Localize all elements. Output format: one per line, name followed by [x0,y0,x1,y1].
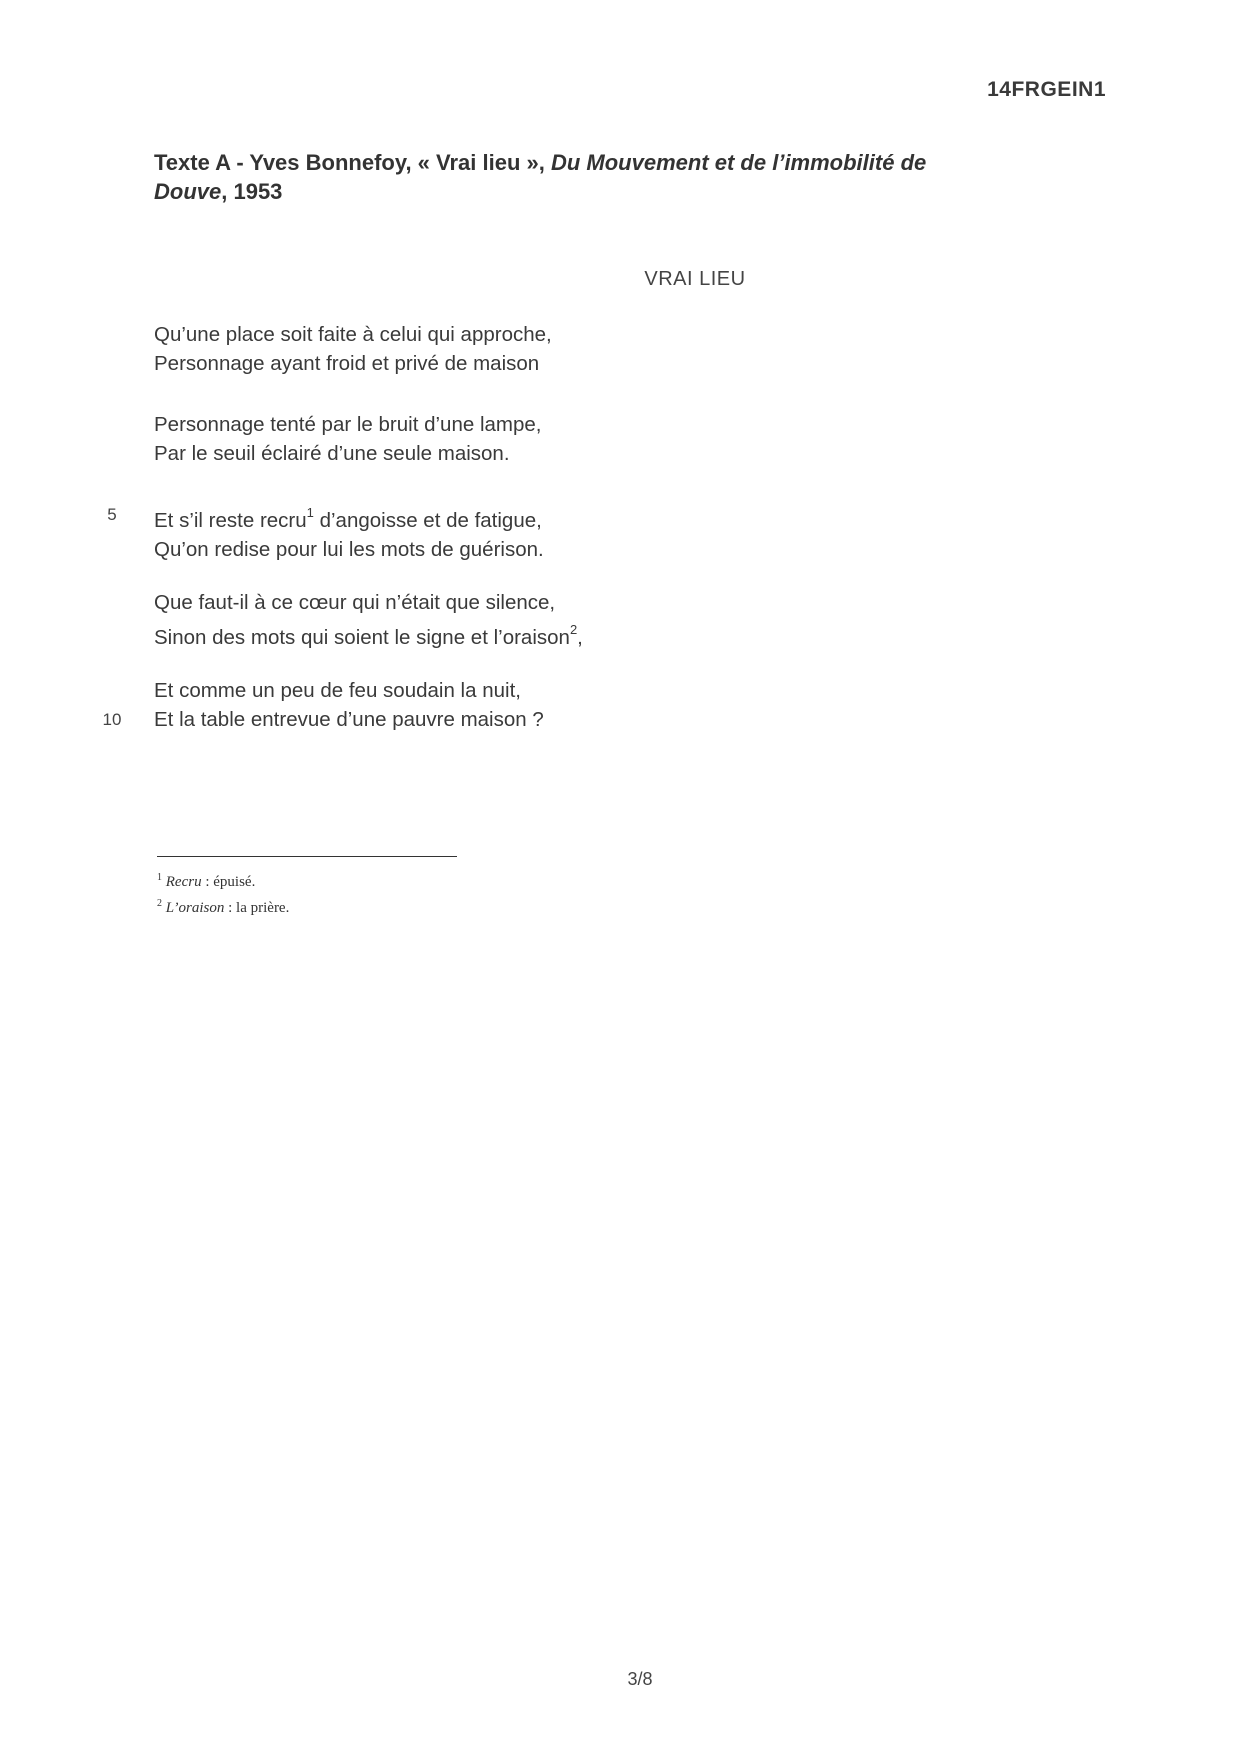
poem-line-text: Et s’il reste recru [154,508,307,532]
heading-prefix: Texte A - Yves Bonnefoy, « Vrai lieu », [154,150,551,175]
stanza-4 [154,588,583,652]
footnote-term: Recru [165,874,202,890]
stanza-1 [154,320,552,378]
poem-line-text: Et la table entrevue d’une pauvre maison ? [154,708,544,731]
footnote-definition: : la prière. [224,900,290,916]
footnotes [157,867,289,919]
poem-line: Personnage tenté par le bruit d’une lampe, [154,413,542,436]
poem-line-text: Sinon des mots qui soient le signe et l’oraison [154,625,570,649]
poem-line-text: d’angoisse et de fatigue, [313,508,542,532]
page-number: 3/8 [627,1669,653,1689]
heading-work-title-part2: Douve [154,179,222,204]
footnote-divider [157,856,457,857]
poem-line-text: , [577,625,583,649]
stanza-5 [102,676,544,734]
footnote-mark: 2 [157,898,162,909]
footnote-definition: : épuisé. [201,874,256,890]
document-code: 14FRGEIN1 [987,78,1106,101]
poem-line: Qu’une place soit faite à celui qui approche, [154,323,552,346]
poem-line: Et comme un peu de feu soudain la nuit, [154,679,521,702]
poem-line: Par le seuil éclairé d’une seule maison. [154,442,510,465]
stanza-2 [154,410,541,468]
text-heading [154,148,1074,206]
footnote-ref: 2 [569,622,578,637]
footnote-mark: 1 [157,872,162,883]
poem-line [107,500,544,535]
poem-line: Que faut-il à ce cœur qui n’était que silence, [154,591,556,614]
heading-year: , 1953 [221,179,283,204]
poem-line [102,705,544,734]
heading-work-title-part1: Du Mouvement et de l’immobilité de [550,150,927,175]
line-number: 5 [107,505,117,524]
footnote [157,893,289,919]
footnote-term: L’oraison [165,900,225,916]
poem-line: Personnage ayant froid et privé de maison [154,352,540,375]
poem-title: VRAI LIEU [644,268,746,290]
stanza-3 [107,500,544,564]
footnote [157,867,289,893]
line-number: 10 [102,710,122,729]
poem-line [154,617,583,652]
poem-line: Qu’on redise pour lui les mots de guérison. [154,537,544,561]
footnote-ref: 1 [306,505,314,520]
